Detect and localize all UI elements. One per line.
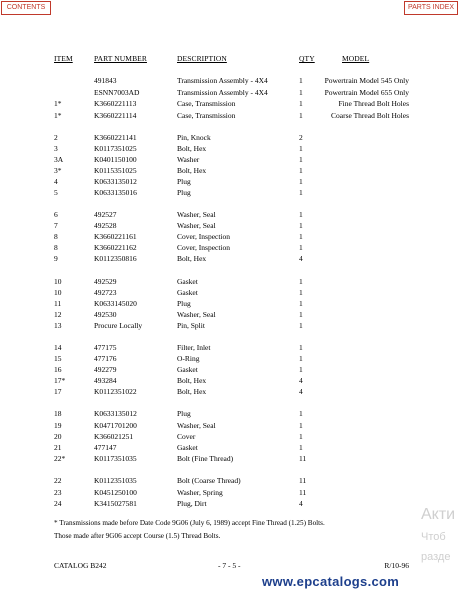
part-number-cell: K0633135016 [94,188,137,197]
part-number-cell: K0115351025 [94,166,137,175]
quantity-cell: 2 [299,133,303,142]
quantity-cell: 1 [299,111,303,120]
description-cell: Cover [177,432,196,441]
quantity-cell: 4 [299,254,303,263]
table-row [0,220,459,231]
quantity-cell: 11 [299,476,307,485]
table-row [0,209,459,220]
table-row [0,98,459,109]
description-cell: Bolt, Hex [177,166,207,175]
part-number-cell: K3660221113 [94,99,137,108]
part-number-cell: K0451250100 [94,488,137,497]
table-row [0,298,459,309]
item-number-cell: 15 [54,354,62,363]
item-number-cell: 10 [54,288,62,297]
item-number-cell: 22* [54,454,66,463]
footer-catalog: CATALOG B242 [54,561,107,570]
quantity-cell: 1 [299,277,303,286]
item-number-cell: 4 [54,177,58,186]
quantity-cell: 1 [299,432,303,441]
table-row [0,375,459,386]
quantity-cell: 1 [299,210,303,219]
item-number-cell: 8 [54,243,58,252]
table-row [0,498,459,509]
quantity-cell: 1 [299,177,303,186]
footer-date: R/10-96 [384,561,409,570]
description-cell: Plug [177,299,191,308]
quantity-cell: 1 [299,188,303,197]
part-number-cell: K366021251 [94,432,134,441]
description-cell: Case, Transmission [177,111,236,120]
item-number-cell: 1* [54,99,62,108]
footer-page-number: - 7 - 5 - [218,561,241,570]
header-item: ITEM [54,54,73,63]
part-number-cell: 477176 [94,354,117,363]
part-number-cell: K3660221141 [94,133,137,142]
site-url[interactable]: www.epcatalogs.com [262,574,400,589]
part-number-cell: ESNN7003AD [94,88,140,97]
item-number-cell: 5 [54,188,58,197]
description-cell: Bolt (Coarse Thread) [177,476,241,485]
item-number-cell: 18 [54,409,62,418]
part-number-cell: 492723 [94,288,117,297]
watermark-line-2: Чтоб [421,531,446,543]
quantity-cell: 4 [299,387,303,396]
model-cell: Powertrain Model 545 Only [324,76,409,85]
header-model: MODEL [342,54,370,63]
description-cell: Plug [177,188,191,197]
item-number-cell: 21 [54,443,62,452]
description-cell: Bolt, Hex [177,387,207,396]
table-row [0,165,459,176]
table-row [0,143,459,154]
description-cell: O-Ring [177,354,200,363]
quantity-cell: 1 [299,443,303,452]
quantity-cell: 1 [299,166,303,175]
part-number-cell: K3660221162 [94,243,137,252]
quantity-cell: 1 [299,310,303,319]
item-number-cell: 10 [54,277,62,286]
table-row [0,342,459,353]
description-cell: Washer, Spring [177,488,223,497]
description-cell: Gasket [177,288,198,297]
quantity-cell: 1 [299,76,303,85]
part-number-cell: K3660221161 [94,232,137,241]
quantity-cell: 11 [299,488,307,497]
description-cell: Washer, Seal [177,310,216,319]
description-cell: Cover, Inspection [177,232,231,241]
watermark-line-3: разде [421,551,451,563]
table-row [0,187,459,198]
parts-index-button[interactable]: PARTS INDEX [404,1,458,15]
table-row [0,75,459,86]
description-cell: Cover, Inspection [177,243,231,252]
table-row [0,431,459,442]
quantity-cell: 1 [299,421,303,430]
table-row [0,154,459,165]
part-number-cell: 492279 [94,365,117,374]
part-number-cell: 477147 [94,443,117,452]
description-cell: Plug [177,409,191,418]
quantity-cell: 1 [299,409,303,418]
description-cell: Bolt (Fine Thread) [177,454,234,463]
table-row [0,87,459,98]
description-cell: Plug [177,177,191,186]
table-row [0,487,459,498]
table-row [0,110,459,121]
quantity-cell: 1 [299,243,303,252]
quantity-cell: 1 [299,99,303,108]
item-number-cell: 24 [54,499,62,508]
item-number-cell: 22 [54,476,62,485]
item-number-cell: 13 [54,321,62,330]
part-number-cell: K0112351022 [94,387,137,396]
description-cell: Washer, Seal [177,221,216,230]
description-cell: Transmission Assembly - 4X4 [177,88,268,97]
table-row [0,420,459,431]
item-number-cell: 17* [54,376,66,385]
description-cell: Filter, Inlet [177,343,211,352]
header-part-number: PART NUMBER [94,54,147,63]
item-number-cell: 19 [54,421,62,430]
table-row [0,320,459,331]
part-number-cell: K3660221114 [94,111,137,120]
table-row [0,453,459,464]
model-cell: Fine Thread Bolt Holes [338,99,409,108]
table-row [0,442,459,453]
table-row [0,408,459,419]
header-description: DESCRIPTION [177,54,227,63]
description-cell: Case, Transmission [177,99,236,108]
table-row [0,253,459,264]
quantity-cell: 1 [299,221,303,230]
quantity-cell: 1 [299,232,303,241]
table-row [0,176,459,187]
description-cell: Bolt, Hex [177,376,207,385]
item-number-cell: 6 [54,210,58,219]
item-number-cell: 3 [54,144,58,153]
table-row [0,287,459,298]
part-number-cell: K0633145020 [94,299,137,308]
quantity-cell: 1 [299,299,303,308]
item-number-cell: 17 [54,387,62,396]
description-cell: Gasket [177,277,198,286]
item-number-cell: 8 [54,232,58,241]
part-number-cell: K0401150100 [94,155,137,164]
table-row [0,231,459,242]
quantity-cell: 1 [299,354,303,363]
table-row [0,276,459,287]
item-number-cell: 9 [54,254,58,263]
quantity-cell: 1 [299,365,303,374]
table-row [0,242,459,253]
part-number-cell: 492529 [94,277,117,286]
item-number-cell: 16 [54,365,62,374]
item-number-cell: 11 [54,299,62,308]
description-cell: Washer, Seal [177,210,216,219]
part-number-cell: 477175 [94,343,117,352]
part-number-cell: K0471701200 [94,421,137,430]
table-row [0,475,459,486]
description-cell: Gasket [177,443,198,452]
description-cell: Pin, Knock [177,133,211,142]
item-number-cell: 1* [54,111,62,120]
description-cell: Plug, Dirt [177,499,207,508]
part-number-cell: 492528 [94,221,117,230]
item-number-cell: 3* [54,166,62,175]
quantity-cell: 1 [299,144,303,153]
part-number-cell: 492527 [94,210,117,219]
watermark-line-1: Акти [421,506,456,523]
contents-button[interactable]: CONTENTS [1,1,51,15]
part-number-cell: K0112350816 [94,254,137,263]
description-cell: Washer [177,155,200,164]
description-cell: Gasket [177,365,198,374]
part-number-cell: K0117351025 [94,144,137,153]
quantity-cell: 11 [299,454,307,463]
item-number-cell: 7 [54,221,58,230]
item-number-cell: 14 [54,343,62,352]
description-cell: Bolt, Hex [177,144,207,153]
quantity-cell: 1 [299,155,303,164]
part-number-cell: K3415027581 [94,499,137,508]
quantity-cell: 1 [299,288,303,297]
model-cell: Coarse Thread Bolt Holes [331,111,409,120]
part-number-cell: 492530 [94,310,117,319]
part-number-cell: K0633135012 [94,409,137,418]
table-row [0,309,459,320]
model-cell: Powertrain Model 655 Only [324,88,409,97]
description-cell: Bolt, Hex [177,254,207,263]
item-number-cell: 12 [54,310,62,319]
item-number-cell: 3A [54,155,64,164]
description-cell: Washer, Seal [177,421,216,430]
quantity-cell: 1 [299,343,303,352]
part-number-cell: K0633135012 [94,177,137,186]
table-row [0,364,459,375]
table-row [0,386,459,397]
quantity-cell: 1 [299,321,303,330]
item-number-cell: 20 [54,432,62,441]
part-number-cell: 493284 [94,376,117,385]
table-row [0,353,459,364]
part-number-cell: K0117351035 [94,454,137,463]
footnote-line-2: Those made after 9G06 accept Course (1.5) Thread Bolts. [54,532,221,540]
quantity-cell: 1 [299,88,303,97]
table-row [0,132,459,143]
header-qty: QTY [299,54,315,63]
part-number-cell: Procure Locally [94,321,143,330]
item-number-cell: 23 [54,488,62,497]
part-number-cell: K0112351035 [94,476,137,485]
description-cell: Pin, Split [177,321,205,330]
quantity-cell: 4 [299,376,303,385]
footnote-line-1: * Transmissions made before Date Code 9G06 (July 6, 1989) accept Fine Thread (1.25) Bolts. [54,519,325,527]
item-number-cell: 2 [54,133,58,142]
quantity-cell: 4 [299,499,303,508]
part-number-cell: 491843 [94,76,117,85]
description-cell: Transmission Assembly - 4X4 [177,76,268,85]
